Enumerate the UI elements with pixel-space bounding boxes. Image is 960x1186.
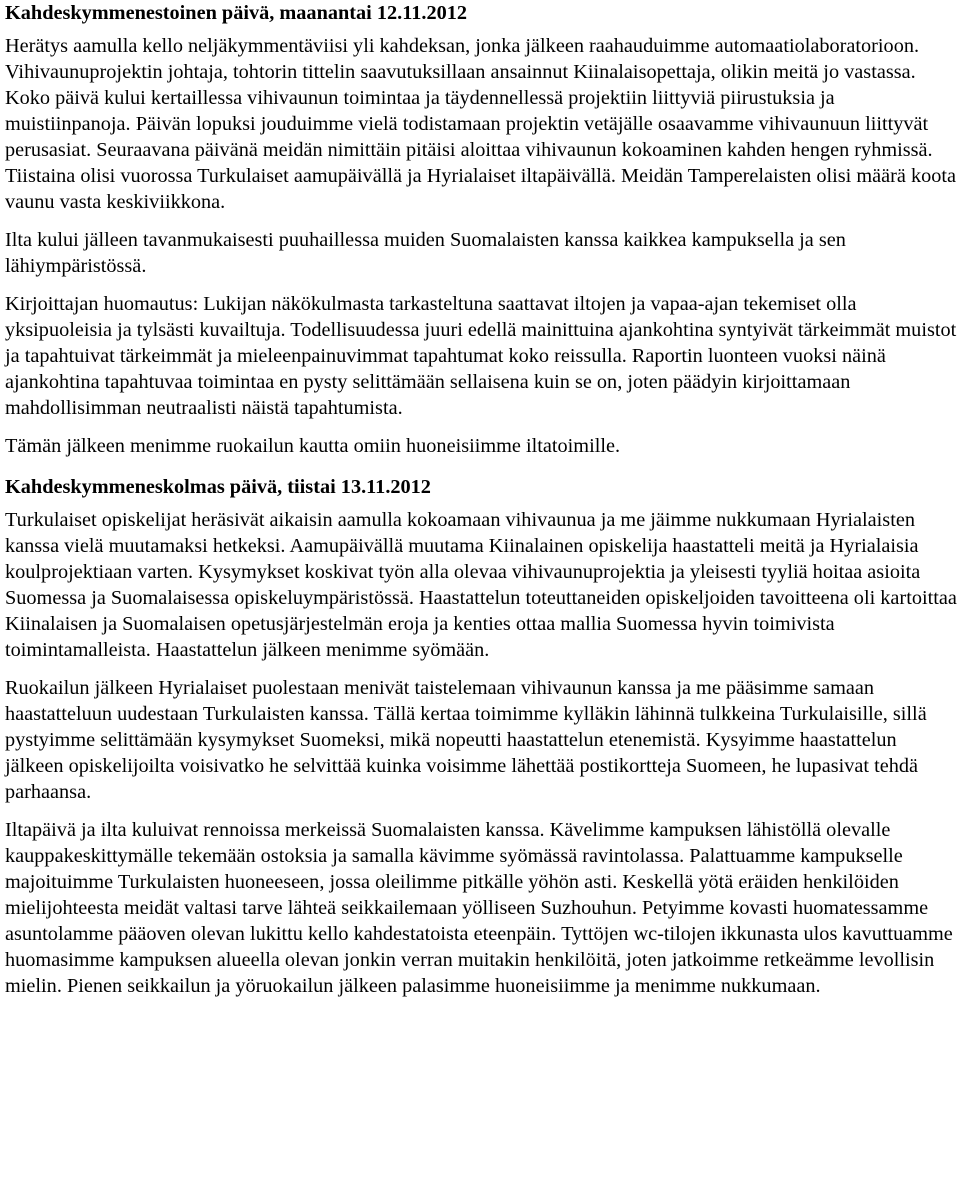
document-page — [5, 0, 957, 999]
paragraph: Iltapäivä ja ilta kuluivat rennoissa merkeissä Suomalaisten kanssa. Kävelimme kampuksen lähistöllä olevalle kauppakeskittymälle tekemään ostoksia ja samalla kävimme syömässä ravintolassa. Palattuamme kampukselle majoituimme Turkulaisten huoneeseen, jossa oleilimme pitkälle yöhön asti. Keskellä yötä eräiden henkilöiden mielijohteesta meidät valtasi tarve lähteä seikkailemaan yölliseen Suzhouhun. Petyimme kovasti huomatessamme asuntolamme pääoven olevan lukittu kello kahdestatoista eteenpäin. Tyttöjen wc-tilojen ikkunasta ulos kavuttuamme huomasimme kampuksen alueella olevan jonkin verran muitakin henkilöitä, joten jatkoimme retkeämme levollisin mielin. Pienen seikkailun ja yöruokailun jälkeen palasimme huoneisiimme ja menimme nukkumaan. — [5, 819, 953, 997]
paragraph: Ilta kului jälleen tavanmukaisesti puuhaillessa muiden Suomalaisten kanssa kaikkea kampuksella ja sen lähiympäristössä. — [5, 229, 846, 277]
paragraph: Kirjoittajan huomautus: Lukijan näkökulmasta tarkasteltuna saattavat iltojen ja vapaa-ajan tekemiset olla yksipuoleisia ja tylsästi kuvailtuja. Todellisuudessa juuri edellä mainittuina ajankohtina syntyivät tärkeimmät muistot ja tapahtuivat tärkeimmät ja mieleenpainuvimmat tapahtumat koko reissulla. Raportin luonteen vuoksi näinä ajankohtina tapahtuvaa toimintaa en pysty selittämään sellaisena kuin se on, joten päädyin kirjoittamaan mahdollisimman neutraalisti näistä tapahtumista. — [5, 293, 957, 419]
paragraph: Herätys aamulla kello neljäkymmentäviisi yli kahdeksan, jonka jälkeen raahauduimme automaatiolaboratorioon. Vihivaunuprojektin johtaja, tohtorin tittelin saavutuksillaan ansainnut Kiinalaisopettaja, olikin meitä jo vastassa. Koko päivä kului kertaillessa vihivaunun toimintaa ja täydennellessä projektiin liittyviä piirustuksia ja muistiinpanoja. Päivän lopuksi jouduimme vielä todistamaan projektin vetäjälle osaavamme vihivaunuun liittyvät perusasiat. Seuraavana päivänä meidän nimittäin pitäisi aloittaa vihivaunun kokoaminen kahden hengen ryhmissä. Tiistaina olisi vuorossa Turkulaiset aamupäivällä ja Hyrialaiset iltapäivällä. Meidän Tamperelaisten olisi määrä koota vaunu vasta keskiviikkona. — [5, 35, 957, 213]
paragraph: Ruokailun jälkeen Hyrialaiset puolestaan menivät taistelemaan vihivaunun kanssa ja me pääsimme samaan haastatteluun uudestaan Turkulaisten kanssa. Tällä kertaa toimimme kylläkin lähinnä tulkkeina Turkulaisille, sillä pystyimme selittämään kysymykset Suomeksi, mikä nopeutti haastattelun etenemistä. Kysyimme haastattelun jälkeen opiskelijoilta voisivatko he selvittää kuinka voisimme lähettää postikortteja Suomeen, he lupasivat tehdä parhaansa. — [5, 677, 927, 803]
section-heading-day-22: Kahdeskymmenestoinen päivä, maanantai 12.11.2012 — [5, 2, 468, 24]
paragraph: Tämän jälkeen menimme ruokailun kautta omiin huoneisiimme iltatoimille. — [5, 435, 621, 457]
section-heading-day-23: Kahdeskymmeneskolmas päivä, tiistai 13.11.2012 — [5, 476, 431, 498]
paragraph: Turkulaiset opiskelijat heräsivät aikaisin aamulla kokoamaan vihivaunua ja me jäimme nukkumaan Hyrialaisten kanssa vielä muutamaksi hetkeksi. Aamupäivällä muutama Kiinalainen opiskelija haastatteli meitä ja Hyrialaisia koulprojektiaan varten. Kysymykset koskivat työn alla olevaa vihivaunuprojektia ja yleisesti tyyliä hoitaa asioita Suomessa ja Suomalaisessa opiskeluympäristössä. Haastattelun toteuttaneiden opiskeljoiden tavoitteena oli kartoittaa Kiinalaisen ja Suomalaisen opetusjärjestelmän eroja ja kenties ottaa mallia Suomessa hyvin toimivista toimintamalleista. Haastattelun jälkeen menimme syömään. — [5, 509, 957, 661]
